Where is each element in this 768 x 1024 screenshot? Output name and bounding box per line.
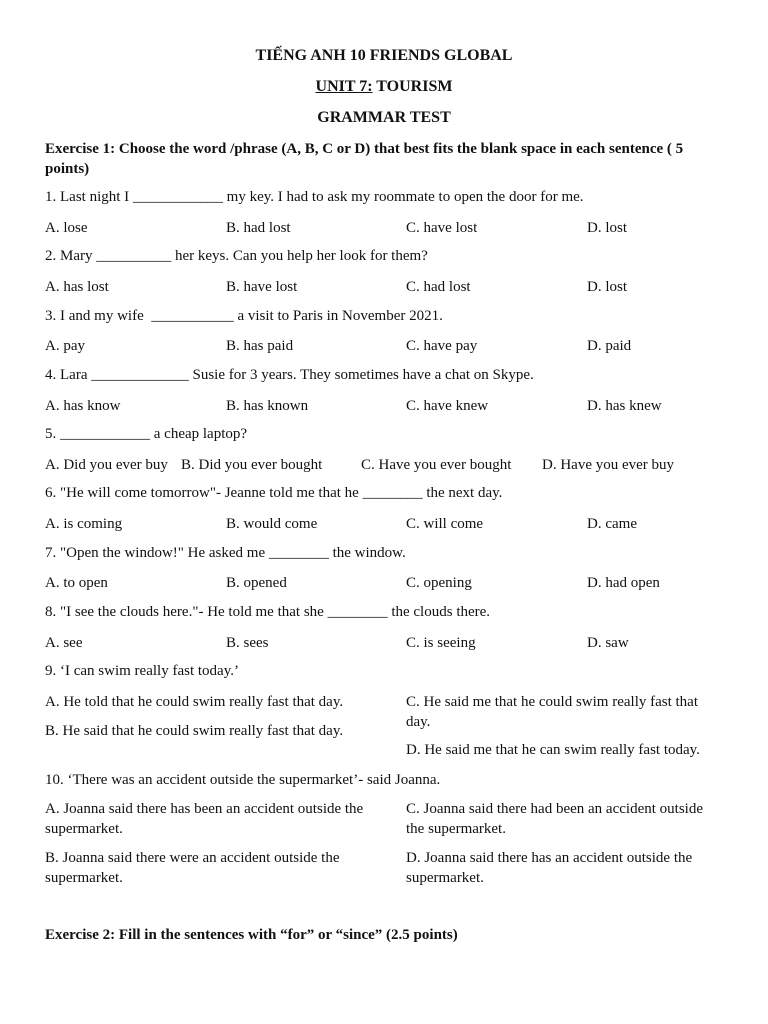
document-title: TIẾNG ANH 10 FRIENDS GLOBAL bbox=[255, 47, 513, 64]
q2-option-a: A. has lost bbox=[45, 279, 109, 295]
q9-option-b: B. He said that he could swim really fast that day. bbox=[45, 723, 344, 739]
q3-option-b: B. has paid bbox=[226, 338, 294, 354]
q1-option-c: C. have lost bbox=[406, 220, 478, 236]
q7-option-a: A. to open bbox=[45, 575, 108, 591]
q4-option-a: A. has know bbox=[45, 398, 121, 414]
q3-option-a: A. pay bbox=[45, 338, 85, 354]
q7-option-b: B. opened bbox=[226, 575, 287, 591]
question-7: 7. "Open the window!" He asked me ________ the window. bbox=[45, 545, 406, 561]
question-9: 9. ‘I can swim really fast today.’ bbox=[45, 663, 239, 679]
unit-label: UNIT 7: bbox=[315, 78, 373, 95]
q1-option-a: A. lose bbox=[45, 220, 88, 236]
exercise2-instruction: Exercise 2: Fill in the sentences with “for” or “since” (2.5 points) bbox=[45, 927, 458, 943]
question-3: 3. I and my wife ___________ a visit to Paris in November 2021. bbox=[45, 308, 443, 324]
question-6: 6. "He will come tomorrow"- Jeanne told me that he ________ the next day. bbox=[45, 485, 503, 501]
q3-option-d: D. paid bbox=[587, 338, 632, 354]
q1-option-b: B. had lost bbox=[226, 220, 291, 236]
unit-heading bbox=[0, 78, 768, 96]
question-5: 5. ____________ a cheap laptop? bbox=[45, 426, 248, 442]
q3-option-c: C. have pay bbox=[406, 338, 478, 354]
q10-option-c: C. Joanna said there had been an accident outside the supermarket. bbox=[406, 801, 703, 837]
q5-option-c: C. Have you ever bought bbox=[361, 457, 512, 473]
question-2: 2. Mary __________ her keys. Can you help her look for them? bbox=[45, 248, 428, 264]
question-8: 8. "I see the clouds here."- He told me that she ________ the clouds there. bbox=[45, 604, 491, 620]
q4-option-c: C. have knew bbox=[406, 398, 489, 414]
q6-option-a: A. is coming bbox=[45, 516, 123, 532]
q6-option-b: B. would come bbox=[226, 516, 318, 532]
q6-option-d: D. came bbox=[587, 516, 637, 532]
q2-option-b: B. have lost bbox=[226, 279, 298, 295]
q9-option-c: C. He said me that he could swim really fast that day. bbox=[406, 694, 699, 730]
test-title: GRAMMAR TEST bbox=[317, 109, 451, 126]
exercise1-instruction-line2: points) bbox=[45, 161, 90, 177]
q9-option-a: A. He told that he could swim really fast that day. bbox=[45, 694, 344, 710]
q7-option-c: C. opening bbox=[406, 575, 472, 591]
q10-option-d: D. Joanna said there has an accident outside the supermarket. bbox=[406, 850, 693, 886]
q7-option-d: D. had open bbox=[587, 575, 660, 591]
q10-option-a: A. Joanna said there has been an accident outside the supermarket. bbox=[45, 801, 364, 837]
q5-option-d: D. Have you ever buy bbox=[542, 457, 675, 473]
q8-option-d: D. saw bbox=[587, 635, 629, 651]
q5-option-a: A. Did you ever buy bbox=[45, 457, 168, 473]
q8-option-a: A. see bbox=[45, 635, 83, 651]
q2-option-d: D. lost bbox=[587, 279, 628, 295]
question-1: 1. Last night I ____________ my key. I had to ask my roommate to open the door for me. bbox=[45, 189, 584, 205]
q10-option-b: B. Joanna said there were an accident outside the supermarket. bbox=[45, 850, 340, 886]
q8-option-c: C. is seeing bbox=[406, 635, 476, 651]
unit-name: TOURISM bbox=[372, 78, 453, 95]
q2-option-c: C. had lost bbox=[406, 279, 471, 295]
exercise1-instruction-line1: Exercise 1: Choose the word /phrase (A, B, C or D) that best fits the blank space in each sentence ( 5 bbox=[45, 141, 684, 157]
question-10: 10. ‘There was an accident outside the supermarket’- said Joanna. bbox=[45, 772, 441, 788]
q8-option-b: B. sees bbox=[226, 635, 269, 651]
q4-option-d: D. has knew bbox=[587, 398, 662, 414]
q5-option-b: B. Did you ever bought bbox=[181, 457, 323, 473]
q1-option-d: D. lost bbox=[587, 220, 628, 236]
q6-option-c: C. will come bbox=[406, 516, 484, 532]
q9-option-d: D. He said me that he can swim really fast today. bbox=[406, 742, 700, 758]
question-4: 4. Lara _____________ Susie for 3 years. They sometimes have a chat on Skype. bbox=[45, 367, 534, 383]
q4-option-b: B. has known bbox=[226, 398, 309, 414]
